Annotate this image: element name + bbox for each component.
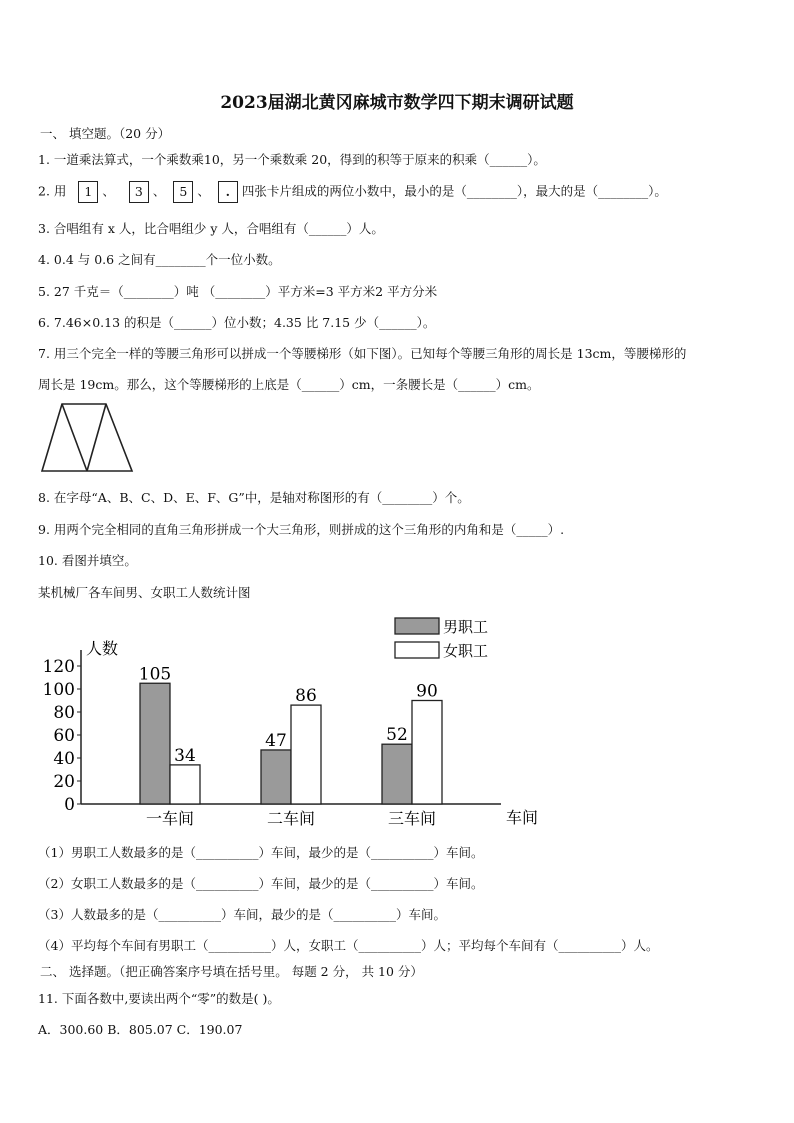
category-label: 三车间 bbox=[387, 809, 437, 828]
category-label: 二车间 bbox=[266, 809, 316, 828]
question-10-part-3: （3）人数最多的是（__________）车间，最少的是（__________）车间。 bbox=[38, 907, 446, 922]
question-10-part-2: （2）女职工人数最多的是（__________）车间，最少的是（__________）车间。 bbox=[38, 876, 484, 891]
bar bbox=[170, 765, 200, 804]
legend-label: 男职工 bbox=[443, 618, 489, 636]
bar-value-label: 105 bbox=[138, 664, 172, 685]
x-axis-label: 车间 bbox=[505, 808, 539, 827]
question-2-prefix: 2. 用 bbox=[38, 183, 67, 199]
digit-card: 3 bbox=[129, 181, 149, 203]
y-tick-label: 40 bbox=[53, 749, 75, 769]
y-tick-label: 80 bbox=[53, 703, 75, 723]
question-8: 8. 在字母“A、B、C、D、E、F、G”中，是轴对称图形的有（________）个。 bbox=[38, 490, 470, 505]
card-separator: 、 bbox=[102, 183, 115, 199]
decimal-point-card: . bbox=[218, 181, 238, 203]
card-separator: 、 bbox=[197, 183, 210, 199]
trapezoid-outline bbox=[42, 404, 132, 471]
question-1: 1. 一道乘法算式，一个乘数乘10，另一个乘数乘 20，得到的积等于原来的积乘（______）。 bbox=[38, 152, 546, 167]
card-separator: 、 bbox=[152, 183, 166, 199]
question-2 bbox=[38, 181, 667, 203]
question-10-part-1: （1）男职工人数最多的是（__________）车间，最少的是（__________）车间。 bbox=[38, 845, 484, 860]
triangle-divider-right bbox=[87, 404, 106, 471]
legend-swatch bbox=[395, 618, 439, 634]
y-tick-label: 120 bbox=[42, 657, 75, 677]
bar-chart bbox=[36, 608, 556, 833]
digit-card: 1 bbox=[78, 181, 98, 203]
bar-value-label: 90 bbox=[416, 681, 438, 702]
question-10: 10. 看图并填空。 bbox=[38, 553, 137, 568]
question-11-options: A．300.60 B．805.07 C．190.07 bbox=[38, 1022, 243, 1037]
question-10-part-4: （4）平均每个车间有男职工（__________）人，女职工（__________）人；平均每个车间有（__________）人。 bbox=[38, 938, 659, 953]
legend-label: 女职工 bbox=[443, 642, 489, 660]
bar bbox=[412, 701, 442, 805]
y-tick-label: 100 bbox=[42, 680, 75, 700]
trapezoid-figure bbox=[40, 402, 135, 474]
section-2-heading: 二、 选择题。（把正确答案序号填在括号里。 每题 2 分， 共 10 分） bbox=[40, 964, 423, 979]
bar bbox=[291, 705, 321, 804]
chart-caption: 某机械厂各车间男、女职工人数统计图 bbox=[38, 585, 251, 600]
question-5: 5. 27 千克＝（________）吨 （________）平方米=3 平方米2 平方分米 bbox=[38, 284, 438, 299]
question-7-line-1: 7. 用三个完全一样的等腰三角形可以拼成一个等腰梯形（如下图）。已知每个等腰三角形的周长是 13cm，等腰梯形的 bbox=[38, 346, 687, 361]
bar-value-label: 52 bbox=[386, 725, 408, 746]
section-1-heading: 一、 填空题。（20 分） bbox=[40, 126, 171, 141]
question-3: 3. 合唱组有 x 人，比合唱组少 y 人，合唱组有（______）人。 bbox=[38, 221, 384, 236]
page-title: 2023届湖北黄冈麻城市数学四下期末调研试题 bbox=[220, 93, 574, 113]
triangle-divider-left bbox=[62, 404, 87, 471]
bar-value-label: 86 bbox=[295, 686, 317, 707]
bar bbox=[261, 750, 291, 804]
y-tick-label: 0 bbox=[64, 795, 75, 815]
question-6: 6. 7.46×0.13 的积是（______）位小数；4.35 比 7.15 少（______）。 bbox=[38, 315, 436, 330]
bar-value-label: 47 bbox=[265, 730, 287, 751]
y-axis-label: 人数 bbox=[86, 639, 119, 658]
y-tick-label: 60 bbox=[53, 726, 75, 746]
digit-card: 5 bbox=[173, 181, 193, 203]
question-2-suffix: 四张卡片组成的两位小数中，最小的是（________），最大的是（________）。 bbox=[241, 183, 667, 199]
question-9: 9. 用两个完全相同的直角三角形拼成一个大三角形，则拼成的这个三角形的内角和是（_____）. bbox=[38, 522, 565, 537]
question-4: 4. 0.4 与 0.6 之间有________个一位小数。 bbox=[38, 252, 281, 267]
category-label: 一车间 bbox=[145, 809, 195, 828]
bar bbox=[140, 683, 170, 804]
legend-swatch bbox=[395, 642, 439, 658]
bar-value-label: 34 bbox=[174, 745, 196, 766]
bar bbox=[382, 744, 412, 804]
question-7-line-2: 周长是 19cm。那么，这个等腰梯形的上底是（______）cm，一条腰长是（______）cm。 bbox=[38, 377, 540, 392]
question-11: 11. 下面各数中,要读出两个“零”的数是( )。 bbox=[38, 991, 280, 1006]
y-tick-label: 20 bbox=[53, 772, 75, 792]
